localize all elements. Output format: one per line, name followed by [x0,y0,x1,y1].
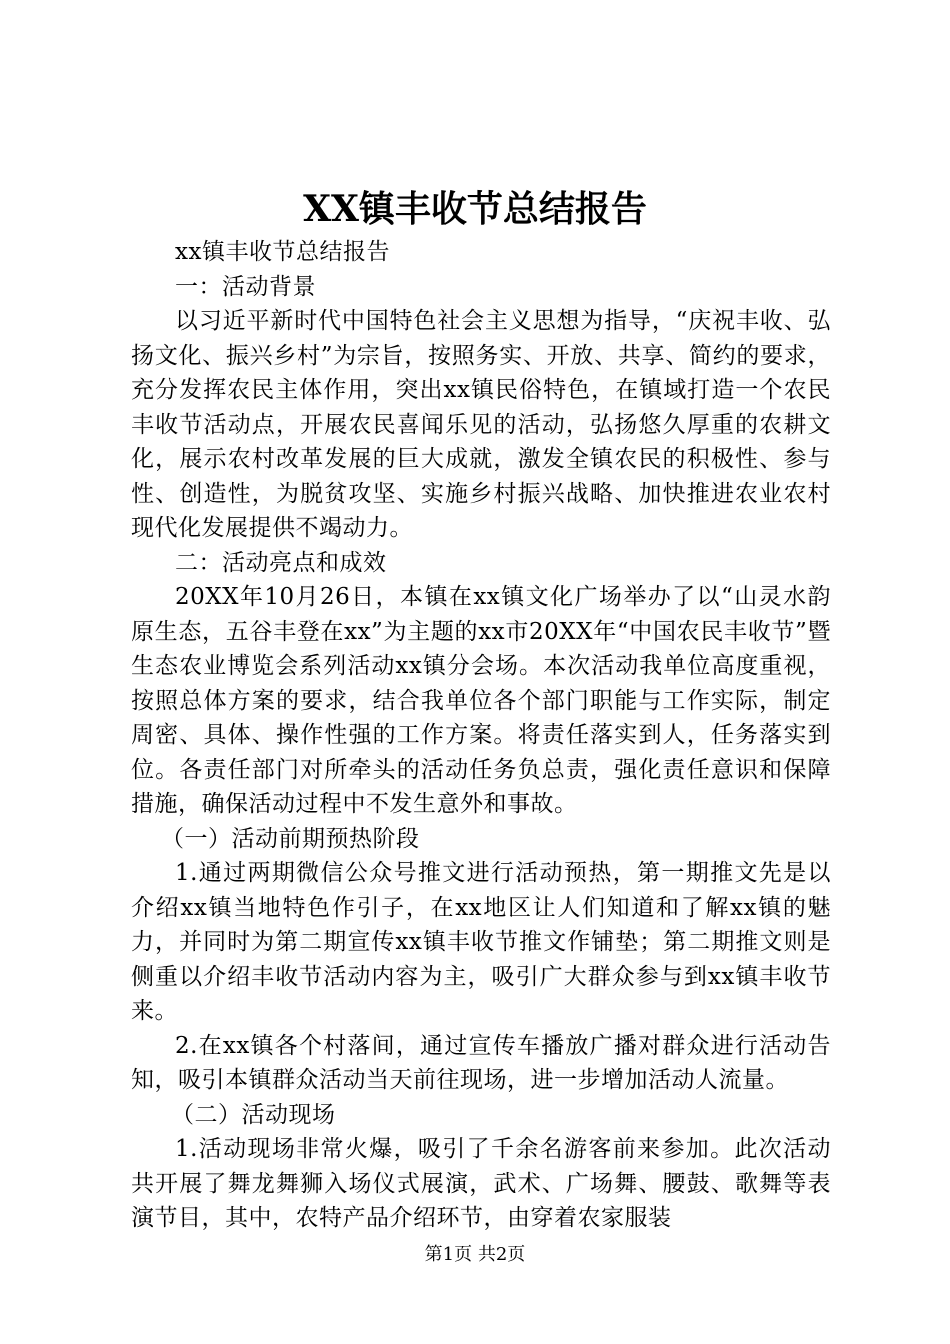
subsection-heading-warmup: （一）活动前期预热阶段 [161,825,420,852]
document-body [131,235,831,1236]
section-heading-background: 一：活动背景 [175,273,316,300]
paragraph-warmup-item-2: 2.在xx镇各个村落间，通过宣传车播放广播对群众进行活动告知，吸引本镇群众活动当天前往现场，进一步增加活动人流量。 [131,1032,831,1093]
document-title: XX镇丰收节总结报告 [303,188,647,230]
paragraph-background: 以习近平新时代中国特色社会主义思想为指导，“庆祝丰收、弘扬文化、振兴乡村”为宗旨，按照务实、开放、共享、简约的要求，充分发挥农民主体作用，突出xx镇民俗特色，在镇域打造一个农民丰收节活动点，开展农民喜闻乐见的活动，弘扬悠久厚重的农耕文化，展示农村改革发展的巨大成就，激发全镇农民的积极性、参与性、创造性，为脱贫攻坚、实施乡村振兴战略、加快推进农业农村现代化发展提供不竭动力。 [131,308,831,541]
paragraph-highlights: 20XX年10月26日，本镇在xx镇文化广场举办了以“山灵水韵原生态，五谷丰登在xx”为主题的xx市20XX年“中国农民丰收节”暨生态农业博览会系列活动xx镇分会场。本次活动我单位高度重视，按照总体方案的要求，结合我单位各个部门职能与工作实际，制定周密、具体、操作性强的工作方案。将责任落实到人，任务落实到位。各责任部门对所牵头的活动任务负总责，强化责任意识和保障措施，确保活动过程中不发生意外和事故。 [131,584,831,817]
subsection-heading-onsite: （二）活动现场 [171,1101,336,1128]
paragraph-onsite-item-1: 1.活动现场非常火爆，吸引了千余名游客前来参加。此次活动共开展了舞龙舞狮入场仪式展演，武术、广场舞、腰鼓、歌舞等表演节目，其中，农特产品介绍环节，由穿着农家服装 [131,1136,831,1231]
paragraph-warmup-item-1: 1.通过两期微信公众号推文进行活动预热，第一期推文先是以介绍xx镇当地特色作引子，在xx地区让人们知道和了解xx镇的魅力，并同时为第二期宣传xx镇丰收节推文作铺垫；第二期推文则是侧重以介绍丰收节活动内容为主，吸引广大群众参与到xx镇丰收节来。 [131,860,831,1024]
document-subtitle: xx镇丰收节总结报告 [175,239,390,265]
section-heading-highlights: 二：活动亮点和成效 [175,549,387,576]
page-number-footer: 第1页 共2页 [424,1244,526,1265]
